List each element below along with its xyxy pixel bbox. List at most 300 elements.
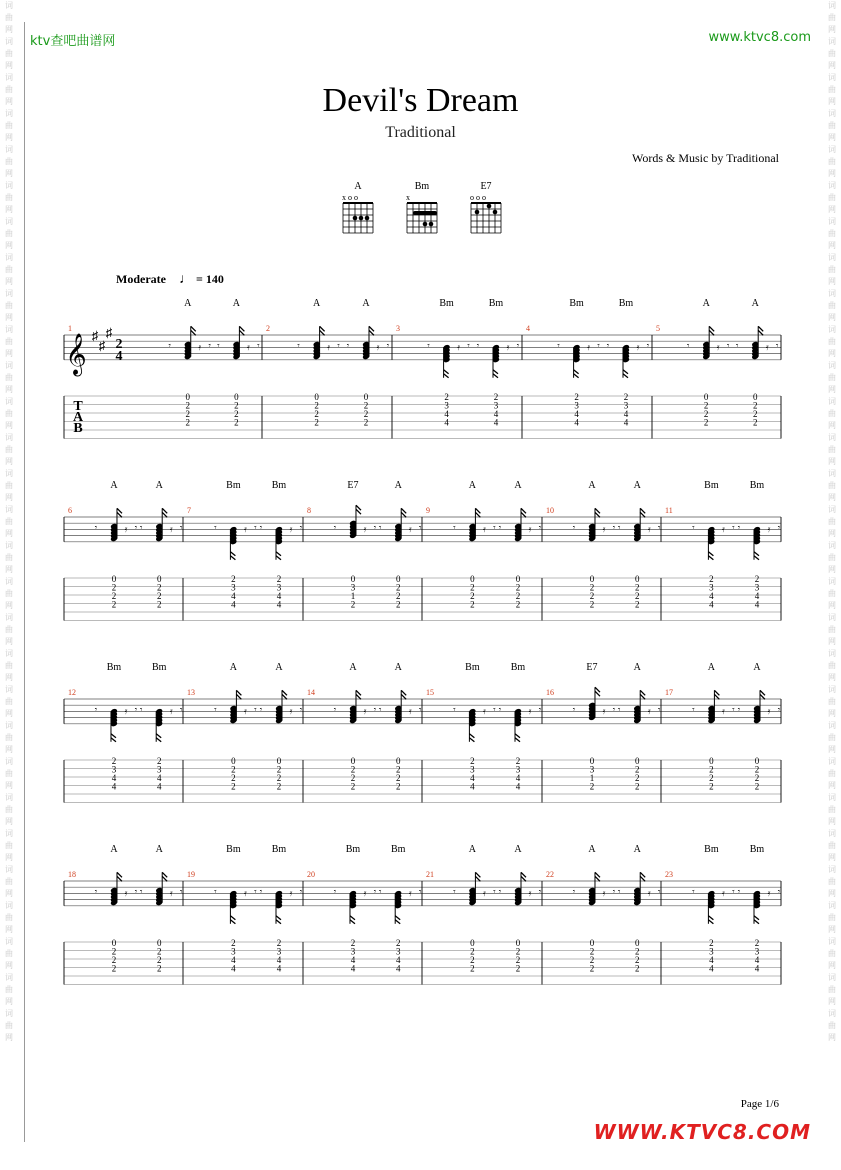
sixteenth-rest-icon: 𝄿 <box>483 887 486 898</box>
tab-fret-number: 2 <box>589 599 595 610</box>
chord-symbol: Bm <box>749 480 765 491</box>
note-flag <box>350 916 355 920</box>
header-site-url[interactable]: www.ktvc8.com <box>708 30 811 45</box>
tab-fret-number: 2 <box>363 417 369 428</box>
eighth-rest-icon: 𝄾 <box>94 704 98 715</box>
eighth-rest-icon: 𝄾 <box>299 522 303 533</box>
tab-fret-number: 2 <box>111 946 117 957</box>
measure-number: 3 <box>396 324 400 333</box>
measure-number: 19 <box>187 870 195 879</box>
sixteenth-rest-icon: 𝄿 <box>457 341 460 352</box>
tab-fret-number: 2 <box>470 955 475 965</box>
tab-fret-number: 2 <box>363 400 369 411</box>
sixteenth-rest-icon: 𝄿 <box>647 887 651 898</box>
tab-fret-number: 2 <box>754 781 760 792</box>
measure-number: 2 <box>266 324 270 333</box>
chord-symbol: A <box>753 662 761 673</box>
chord-symbol: A <box>468 480 477 491</box>
tab-fret-number: 2 <box>395 773 401 783</box>
note-flag <box>469 734 474 738</box>
measure-number: 14 <box>307 688 315 697</box>
eighth-rest-icon: 𝄾 <box>214 522 217 533</box>
tab-fret-number: 2 <box>314 400 319 411</box>
eighth-rest-icon: 𝄾 <box>657 522 661 533</box>
sixteenth-rest-icon: 𝄿 <box>408 523 412 534</box>
chord-symbol: A <box>468 844 477 855</box>
tab-fret-number: 4 <box>395 963 401 974</box>
chord-symbol: A <box>232 298 241 309</box>
chord-diagram-name: A <box>354 181 362 192</box>
tab-fret-number: 2 <box>703 417 709 428</box>
chord-symbol: A <box>312 298 321 309</box>
eighth-rest-icon: 𝄾 <box>259 522 263 533</box>
tab-fret-number: 4 <box>754 955 760 965</box>
sixteenth-rest-icon: 𝄿 <box>587 341 590 352</box>
tab-fret-number: 4 <box>574 417 579 428</box>
tab-fret-number: 2 <box>754 574 760 584</box>
note-flag <box>395 920 400 924</box>
eighth-rest-icon: 𝄾 <box>337 340 340 351</box>
eighth-rest-icon: 𝄾 <box>259 704 263 715</box>
tab-fret-number: 2 <box>231 574 236 584</box>
eighth-rest-icon: 𝄾 <box>257 340 260 351</box>
eighth-rest-icon: 𝄾 <box>333 704 337 715</box>
eighth-rest-icon: 𝄾 <box>557 340 560 351</box>
chord-symbol: A <box>751 298 759 309</box>
tab-fret-number: 2 <box>276 574 282 584</box>
note-flag <box>276 916 281 920</box>
tab-fret-number: 2 <box>470 963 475 974</box>
chord-symbol: A <box>633 480 641 491</box>
tab-fret-number: 0 <box>709 756 714 766</box>
tab-fret-number: 3 <box>754 946 760 957</box>
eighth-rest-icon: 𝄾 <box>427 340 430 351</box>
chord-symbol: A <box>184 298 192 309</box>
tab-fret-number: 3 <box>574 400 579 411</box>
tab-fret-number: 2 <box>111 599 117 610</box>
tab-fret-number: 3 <box>515 764 521 775</box>
chord-symbol: A <box>110 480 118 491</box>
chord-symbol: Bm <box>704 844 719 855</box>
tab-fret-number: 2 <box>231 938 236 948</box>
tab-fret-number: 2 <box>234 417 239 428</box>
sixteenth-rest-icon: 𝄿 <box>244 523 247 534</box>
tab-fret-number: 2 <box>156 756 162 766</box>
tab-fret-number: 4 <box>754 599 760 610</box>
tab-fret-number: 4 <box>754 963 760 974</box>
note-flag <box>708 556 713 560</box>
chord-diagram-dot <box>429 222 434 227</box>
eighth-rest-icon: 𝄾 <box>538 522 542 533</box>
eighth-rest-icon: 𝄾 <box>373 704 377 715</box>
tab-fret-number: 4 <box>350 963 356 974</box>
tab-fret-number: 2 <box>709 764 714 775</box>
tab-fret-number: 2 <box>185 409 191 419</box>
chord-symbol: A <box>275 662 283 673</box>
tab-fret-number: 2 <box>363 409 369 419</box>
eighth-rest-icon: 𝄾 <box>179 886 183 897</box>
chord-diagram-barre <box>413 211 437 215</box>
tab-fret-number: 2 <box>589 591 595 601</box>
tab-fret-number: 2 <box>752 417 758 428</box>
sixteenth-rest-icon: 𝄿 <box>483 523 486 534</box>
tab-fret-number: 2 <box>470 946 475 957</box>
note-flag <box>515 734 520 738</box>
eighth-rest-icon: 𝄾 <box>657 704 661 715</box>
chord-diagram-name: E7 <box>480 181 492 192</box>
note-flag <box>230 920 235 924</box>
note-flag <box>276 556 281 560</box>
tab-fret-number: 2 <box>515 591 521 601</box>
tab-fret-number: 2 <box>589 955 595 965</box>
note-flag <box>395 916 400 920</box>
tab-fret-number: 2 <box>574 392 579 402</box>
eighth-rest-icon: 𝄾 <box>297 340 300 351</box>
tab-fret-number: 3 <box>156 764 162 775</box>
tab-fret-number: 2 <box>589 781 595 792</box>
eighth-rest-icon: 𝄾 <box>726 340 730 351</box>
eighth-rest-icon: 𝄾 <box>333 522 337 533</box>
chord-diagram-dot <box>493 210 498 215</box>
tab-fret-number: 4 <box>623 417 629 428</box>
chord-symbol: Bm <box>390 844 406 855</box>
eighth-rest-icon: 𝄾 <box>735 340 739 351</box>
tab-fret-number: 2 <box>515 955 521 965</box>
tab-fret-number: 2 <box>634 582 640 593</box>
tab-fret-number: 3 <box>231 946 236 957</box>
sixteenth-rest-icon: 𝄿 <box>647 523 651 534</box>
tab-fret-number: 4 <box>231 963 236 974</box>
sixteenth-rest-icon: 𝄿 <box>722 887 725 898</box>
eighth-rest-icon: 𝄾 <box>572 886 576 897</box>
eighth-rest-icon: 𝄾 <box>453 704 456 715</box>
tab-fret-number: 2 <box>156 946 162 957</box>
eighth-rest-icon: 𝄾 <box>498 522 502 533</box>
sixteenth-rest-icon: 𝄿 <box>528 705 532 716</box>
eighth-rest-icon: 𝄾 <box>139 704 143 715</box>
sixteenth-rest-icon: 𝄿 <box>289 705 293 716</box>
eighth-rest-icon: 𝄾 <box>646 340 650 351</box>
eighth-rest-icon: 𝄾 <box>453 886 456 897</box>
tab-fret-number: 4 <box>493 409 499 419</box>
key-sharp-g-icon: ♯ <box>105 325 113 340</box>
tab-fret-number: 0 <box>395 574 401 584</box>
tab-fret-number: 4 <box>111 773 117 783</box>
chord-symbol: E7 <box>586 662 598 673</box>
chord-symbol: Bm <box>488 298 504 309</box>
measure-number: 5 <box>656 324 660 333</box>
tab-fret-number: 4 <box>574 409 579 419</box>
tab-fret-number: 2 <box>754 773 760 783</box>
tab-fret-number: 4 <box>276 591 282 601</box>
page-number: Page 1/6 <box>740 1098 779 1110</box>
tab-fret-number: 4 <box>754 591 760 601</box>
note-flag <box>754 916 759 920</box>
tab-fret-number: 1 <box>589 773 595 783</box>
sixteenth-rest-icon: 𝄿 <box>244 705 247 716</box>
eighth-rest-icon: 𝄾 <box>692 704 695 715</box>
time-signature-bottom: 4 <box>115 349 123 364</box>
note-flag <box>574 370 579 374</box>
tab-fret-number: 2 <box>709 574 714 584</box>
eighth-rest-icon: 𝄾 <box>612 704 616 715</box>
note-flag <box>276 920 281 924</box>
tab-fret-number: 0 <box>589 756 595 766</box>
tab-fret-number: 4 <box>493 417 499 428</box>
tab-fret-number: 3 <box>754 582 760 593</box>
tab-fret-number: 3 <box>709 582 714 593</box>
eighth-rest-icon: 𝄾 <box>378 886 382 897</box>
tab-fret-number: 4 <box>623 409 629 419</box>
tab-fret-number: 2 <box>350 781 356 792</box>
chord-symbol: Bm <box>226 480 241 491</box>
tab-fret-number: 2 <box>185 417 191 428</box>
chord-symbol: Bm <box>271 844 287 855</box>
chord-symbol: A <box>229 662 238 673</box>
note-flag <box>276 552 281 556</box>
measure-number: 1 <box>68 324 72 333</box>
tab-fret-number: 2 <box>156 582 162 593</box>
sixteenth-rest-icon: 𝄿 <box>636 341 640 352</box>
eighth-rest-icon: 𝄾 <box>692 886 695 897</box>
eighth-rest-icon: 𝄾 <box>493 704 496 715</box>
tab-fret-number: 3 <box>111 764 117 775</box>
eighth-rest-icon: 𝄾 <box>418 522 422 533</box>
measure-number: 15 <box>426 688 434 697</box>
sixteenth-rest-icon: 𝄿 <box>124 887 128 898</box>
measure-number: 20 <box>307 870 315 879</box>
eighth-rest-icon: 𝄾 <box>139 522 143 533</box>
eighth-rest-icon: 𝄾 <box>737 522 741 533</box>
note-flag <box>754 920 759 924</box>
tab-fret-number: 2 <box>634 781 640 792</box>
tab-fret-number: 3 <box>623 400 629 411</box>
sixteenth-rest-icon: 𝄿 <box>169 887 173 898</box>
tab-fret-number: 2 <box>754 938 760 948</box>
eighth-rest-icon: 𝄾 <box>217 340 220 351</box>
tab-fret-number: 0 <box>234 392 239 402</box>
tab-fret-number: 2 <box>231 781 236 792</box>
eighth-rest-icon: 𝄾 <box>373 522 377 533</box>
chord-symbol: A <box>514 480 522 491</box>
tab-fret-number: 0 <box>111 574 117 584</box>
chord-symbol: E7 <box>347 480 359 491</box>
eighth-rest-icon: 𝄾 <box>179 522 183 533</box>
eighth-rest-icon: 𝄾 <box>597 340 600 351</box>
eighth-rest-icon: 𝄾 <box>179 704 183 715</box>
note-flag <box>230 916 235 920</box>
tab-fret-number: 2 <box>470 756 475 766</box>
tab-fret-number: 0 <box>752 392 758 402</box>
tab-fret-number: 0 <box>634 938 640 948</box>
note-flag <box>469 738 474 742</box>
measure-number: 7 <box>187 506 191 515</box>
sixteenth-rest-icon: 𝄿 <box>767 523 771 534</box>
side-watermark-left: 词曲网词曲网词曲网词曲网词曲网词曲网词曲网词曲网词曲网词曲网词曲网词曲网词曲网词曲网词曲网词曲网词曲网词曲网词曲网词曲网词曲网词曲网词曲网词曲网词曲网词曲网词曲网词曲网词曲网 <box>5 1 13 1042</box>
eighth-rest-icon: 𝄾 <box>299 704 303 715</box>
tempo-label: Moderate <box>116 272 166 286</box>
footer-logo[interactable]: WWW.KTVC8.COM <box>593 1120 811 1144</box>
tab-fret-number: 2 <box>589 582 595 593</box>
sixteenth-rest-icon: 𝄿 <box>363 887 367 898</box>
tab-fret-number: 2 <box>276 773 282 783</box>
note-flag <box>754 552 759 556</box>
tab-fret-number: 2 <box>276 938 282 948</box>
measure-number: 11 <box>665 506 673 515</box>
tab-fret-number: 3 <box>444 400 449 411</box>
tab-fret-number: 0 <box>470 574 475 584</box>
measure-number: 10 <box>546 506 554 515</box>
eighth-rest-icon: 𝄾 <box>453 522 456 533</box>
chord-symbol: A <box>514 844 522 855</box>
tab-fret-number: 2 <box>703 400 709 411</box>
tab-fret-number: 0 <box>111 938 117 948</box>
tab-fret-number: 2 <box>156 599 162 610</box>
eighth-rest-icon: 𝄾 <box>373 886 377 897</box>
chord-symbol: A <box>588 844 596 855</box>
tab-fret-number: 4 <box>231 591 236 601</box>
note-flag <box>111 738 116 742</box>
eighth-rest-icon: 𝄾 <box>612 886 616 897</box>
tab-fret-number: 4 <box>709 591 714 601</box>
note-flag <box>515 738 520 742</box>
sixteenth-rest-icon: 𝄿 <box>483 705 486 716</box>
tab-fret-number: 2 <box>709 781 714 792</box>
eighth-rest-icon: 𝄾 <box>777 886 781 897</box>
tab-fret-number: 2 <box>634 773 640 783</box>
eighth-rest-icon: 𝄾 <box>572 704 576 715</box>
measure-number: 21 <box>426 870 434 879</box>
tab-clef-letter: A <box>72 410 84 425</box>
eighth-rest-icon: 𝄾 <box>775 340 779 351</box>
eighth-rest-icon: 𝄾 <box>686 340 690 351</box>
note-flag <box>444 370 449 374</box>
eighth-rest-icon: 𝄾 <box>777 522 781 533</box>
eighth-rest-icon: 𝄾 <box>208 340 211 351</box>
tab-fret-number: 4 <box>276 599 282 610</box>
tab-fret-number: 2 <box>470 599 475 610</box>
note-flag <box>230 552 235 556</box>
tab-fret-number: 2 <box>752 409 758 419</box>
chord-symbol: A <box>110 844 118 855</box>
tab-fret-number: 2 <box>395 591 401 601</box>
tab-fret-number: 3 <box>350 582 356 593</box>
tab-fret-number: 2 <box>185 400 191 411</box>
chord-diagram-dot <box>359 216 364 221</box>
eighth-rest-icon: 𝄾 <box>259 886 263 897</box>
tab-fret-number: 2 <box>634 764 640 775</box>
tab-fret-number: 4 <box>444 417 449 428</box>
eighth-rest-icon: 𝄾 <box>94 886 98 897</box>
chord-symbol: A <box>362 298 370 309</box>
note-flag <box>623 374 628 378</box>
tempo-bpm: = 140 <box>195 272 224 286</box>
tab-fret-number: 0 <box>350 574 356 584</box>
note-flag <box>708 920 713 924</box>
tab-fret-number: 4 <box>470 773 475 783</box>
tab-fret-number: 2 <box>314 409 319 419</box>
tab-fret-number: 4 <box>470 781 475 792</box>
tab-fret-number: 0 <box>395 756 401 766</box>
sixteenth-rest-icon: 𝄿 <box>247 341 250 352</box>
sixteenth-rest-icon: 𝄿 <box>244 887 247 898</box>
tab-fret-number: 4 <box>709 963 714 974</box>
eighth-rest-icon: 𝄾 <box>386 340 390 351</box>
sixteenth-rest-icon: 𝄿 <box>376 341 380 352</box>
sixteenth-rest-icon: 𝄿 <box>722 705 725 716</box>
tab-fret-number: 2 <box>634 599 640 610</box>
eighth-rest-icon: 𝄾 <box>498 886 502 897</box>
tab-clef-letter: B <box>73 421 83 436</box>
eighth-rest-icon: 𝄾 <box>299 886 303 897</box>
song-subtitle: Traditional <box>385 124 456 141</box>
tab-fret-number: 0 <box>156 938 162 948</box>
sixteenth-rest-icon: 𝄿 <box>602 887 606 898</box>
measure-number: 18 <box>68 870 76 879</box>
sixteenth-rest-icon: 𝄿 <box>363 523 367 534</box>
sixteenth-rest-icon: 𝄿 <box>289 887 293 898</box>
tab-fret-number: 0 <box>754 756 760 766</box>
tab-fret-number: 2 <box>515 582 521 593</box>
tab-fret-number: 2 <box>493 392 499 402</box>
sixteenth-rest-icon: 𝄿 <box>327 341 330 352</box>
eighth-rest-icon: 𝄾 <box>538 886 542 897</box>
note-flag <box>350 920 355 924</box>
tab-fret-number: 2 <box>589 946 595 957</box>
tab-fret-number: 2 <box>111 582 117 593</box>
tab-fret-number: 2 <box>515 946 521 957</box>
tab-fret-number: 2 <box>395 764 401 775</box>
tab-fret-number: 2 <box>395 938 401 948</box>
chord-diagram-open-strings: x <box>406 193 410 202</box>
tab-fret-number: 4 <box>350 955 356 965</box>
tab-fret-number: 4 <box>156 773 162 783</box>
eighth-rest-icon: 𝄾 <box>538 704 542 715</box>
sixteenth-rest-icon: 𝄿 <box>506 341 510 352</box>
chord-symbol: Bm <box>465 662 480 673</box>
eighth-rest-icon: 𝄾 <box>657 886 661 897</box>
chord-symbol: A <box>588 480 596 491</box>
sixteenth-rest-icon: 𝄿 <box>716 341 720 352</box>
eighth-rest-icon: 𝄾 <box>333 886 337 897</box>
eighth-rest-icon: 𝄾 <box>418 886 422 897</box>
eighth-rest-icon: 𝄾 <box>692 522 695 533</box>
eighth-rest-icon: 𝄾 <box>418 704 422 715</box>
tab-fret-number: 2 <box>623 392 629 402</box>
tab-fret-number: 2 <box>231 764 236 775</box>
note-flag <box>444 374 449 378</box>
tab-fret-number: 2 <box>350 773 356 783</box>
tab-fret-number: 0 <box>231 756 236 766</box>
tab-fret-number: 1 <box>350 591 356 601</box>
tab-fret-number: 4 <box>709 955 714 965</box>
key-sharp-c-icon: ♯ <box>98 338 106 353</box>
chord-diagram-dot <box>423 222 428 227</box>
sixteenth-rest-icon: 𝄿 <box>408 887 412 898</box>
key-sharp-f-icon: ♯ <box>91 328 99 343</box>
eighth-rest-icon: 𝄾 <box>94 522 98 533</box>
eighth-rest-icon: 𝄾 <box>777 704 781 715</box>
tab-fret-number: 2 <box>709 938 714 948</box>
tab-fret-number: 4 <box>444 409 449 419</box>
tab-fret-number: 4 <box>709 599 714 610</box>
chord-symbol: A <box>707 662 716 673</box>
tab-fret-number: 2 <box>231 773 236 783</box>
note-flag <box>493 374 498 378</box>
header-site-name[interactable]: ktv查吧曲谱网 <box>30 34 116 49</box>
measure-number: 23 <box>665 870 673 879</box>
tab-fret-number: 2 <box>589 963 595 974</box>
